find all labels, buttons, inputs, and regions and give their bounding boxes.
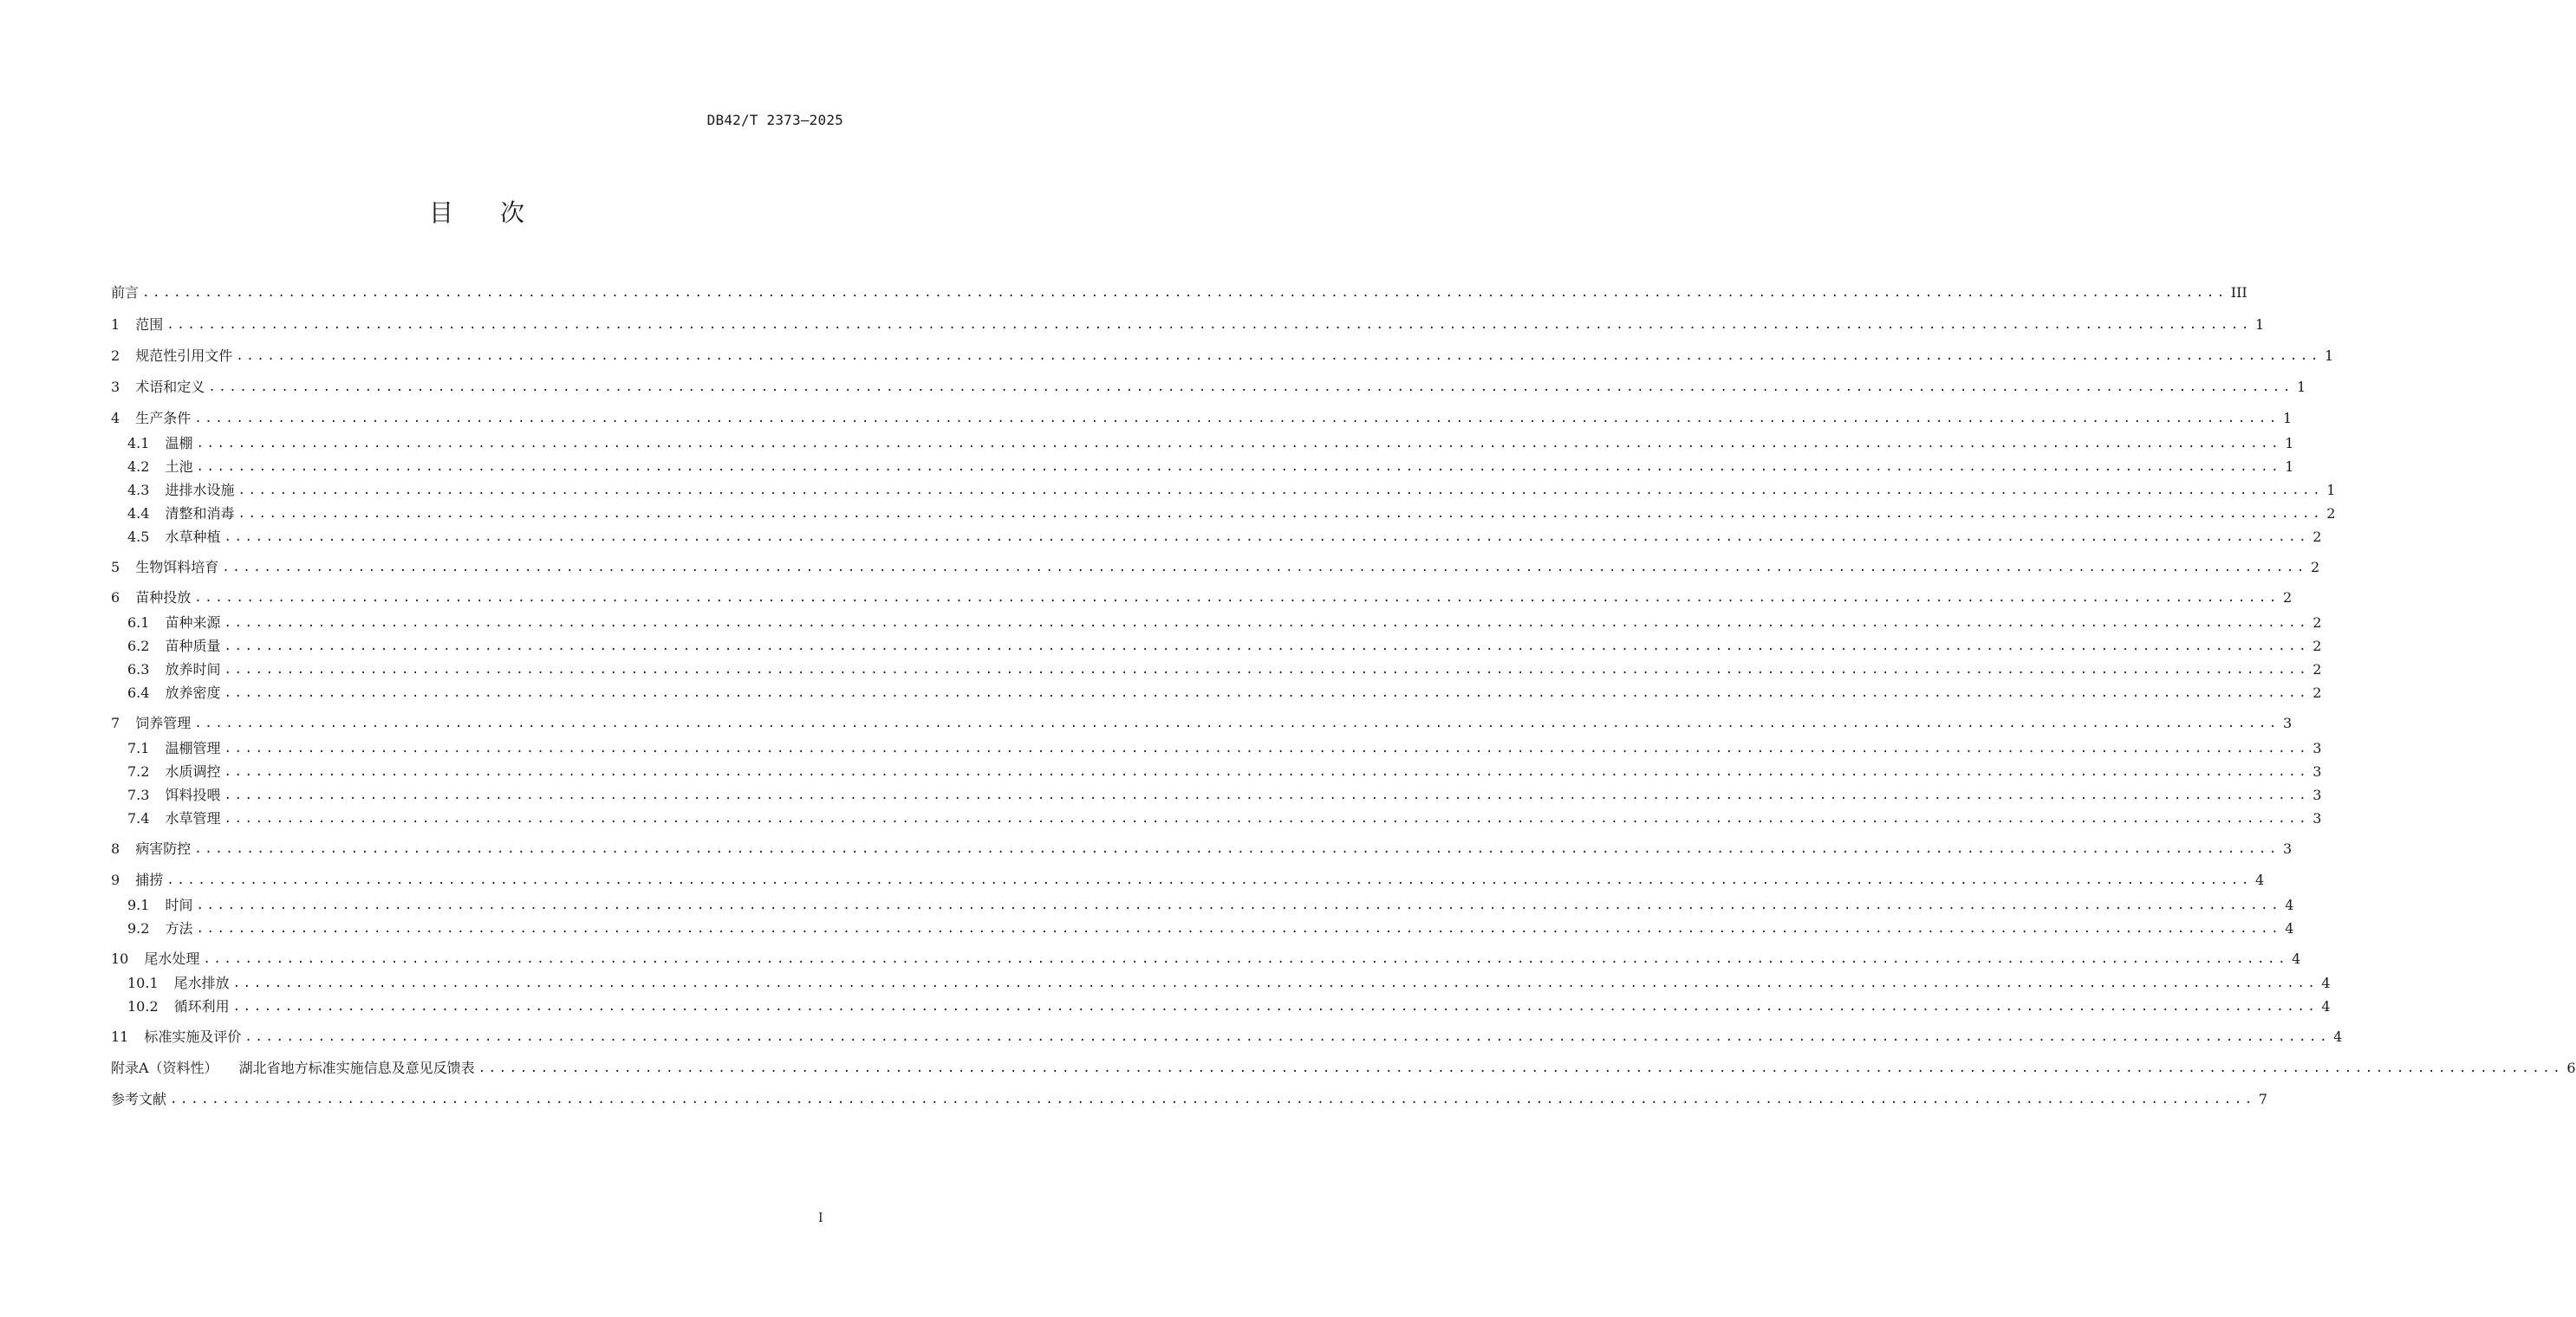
dot-leader: ........................................................................................................................................................................................................ <box>224 530 2310 544</box>
toc-entry-number: 7.2 <box>127 763 150 780</box>
toc-entry-label: 进排水设施 <box>165 482 235 498</box>
toc-entry-label: 循环利用 <box>173 998 230 1015</box>
toc-entry-number: 6.3 <box>127 661 150 678</box>
toc-entry-number: 4.3 <box>127 482 150 498</box>
toc-entry-number: 11 <box>111 1028 129 1045</box>
toc-entry[interactable] <box>127 481 2336 500</box>
toc-entry-label: 病害防控 <box>135 840 192 857</box>
toc-entry-page: 7 <box>2258 1091 2267 1107</box>
dot-leader: ........................................................................................................................................................................................................ <box>170 1093 2255 1106</box>
toc-entry-label: 生物饵料培育 <box>135 559 219 575</box>
dot-leader: ........................................................................................................................................................................................................ <box>224 812 2310 826</box>
dot-leader: ........................................................................................................................................................................................................ <box>194 842 2280 856</box>
toc-entry-number: 4.5 <box>127 529 150 545</box>
toc-title-char-1: 目 <box>428 198 453 227</box>
toc-entry-page: 1 <box>2285 435 2294 451</box>
toc-entry[interactable] <box>111 378 2306 397</box>
toc-entry-label: 捕捞 <box>135 872 164 888</box>
toc-entry-page: 2 <box>2313 638 2322 654</box>
toc-entry-number: 10.1 <box>127 975 159 991</box>
toc-entry-page: 2 <box>2313 529 2322 545</box>
dot-leader: ........................................................................................................................................................................................................ <box>478 1061 2564 1075</box>
toc-entry[interactable] <box>111 871 2265 890</box>
toc-entry-page: 1 <box>2285 458 2294 475</box>
toc-entry[interactable] <box>111 347 2334 366</box>
toc-entry[interactable] <box>127 762 2322 782</box>
toc-entry[interactable] <box>127 919 2294 938</box>
toc-entry-label: 土池 <box>165 458 193 475</box>
toc-entry-page: 4 <box>2254 872 2265 888</box>
dot-leader: ........................................................................................................................................................................................................ <box>194 717 2280 730</box>
toc-entry-number: 7.3 <box>127 787 150 803</box>
dot-leader: ........................................................................................................................................................................................................ <box>232 976 2319 990</box>
toc-entry-page: 2 <box>2282 589 2293 606</box>
toc-entry-page: 3 <box>2313 763 2322 780</box>
toc-entry-label: 参考文献 <box>111 1091 167 1107</box>
toc-entry[interactable] <box>127 997 2331 1016</box>
toc-entry[interactable] <box>111 558 2320 577</box>
toc-entry-page: 1 <box>2254 316 2265 333</box>
dot-leader: ........................................................................................................................................................................................................ <box>196 460 2282 474</box>
dot-leader: ........................................................................................................................................................................................................ <box>166 873 2252 887</box>
toc-entry-label: 范围 <box>135 316 164 333</box>
dot-leader: ........................................................................................................................................................................................................ <box>166 318 2252 332</box>
document-code: DB42/T 2373—2025 <box>706 112 843 128</box>
toc-entry-page: 2 <box>2313 684 2322 701</box>
dot-leader: ........................................................................................................................................................................................................ <box>196 437 2282 451</box>
toc-entry-label: 时间 <box>165 897 193 913</box>
dot-leader: ........................................................................................................................................................................................................ <box>222 561 2307 574</box>
toc-entry-number: 7.4 <box>127 810 150 827</box>
toc-entry-page: 3 <box>2313 787 2322 803</box>
dot-leader: ........................................................................................................................................................................................................ <box>224 663 2310 677</box>
dot-leader: ........................................................................................................................................................................................................ <box>237 483 2324 497</box>
toc-entry-page: 3 <box>2313 810 2322 827</box>
toc-entry-page: 6 <box>2566 1060 2576 1076</box>
toc-entry[interactable] <box>127 457 2294 477</box>
dot-leader: ........................................................................................................................................................................................................ <box>224 639 2310 653</box>
toc-entry[interactable] <box>111 409 2293 428</box>
toc-entry-number: 4 <box>111 410 120 426</box>
toc-entry-number: 8 <box>111 840 120 857</box>
toc-entry-number: 7.1 <box>127 740 150 756</box>
toc-entry-number: 1 <box>111 316 120 333</box>
dot-leader: ........................................................................................................................................................................................................ <box>208 380 2293 394</box>
toc-entry-label: 标准实施及评价 <box>144 1028 242 1045</box>
toc-entry[interactable] <box>111 283 2247 302</box>
toc-entry-label: 苗种来源 <box>165 614 221 631</box>
toc-entry-number: 9 <box>111 872 120 888</box>
toc-entry-page: 2 <box>2313 661 2322 678</box>
toc-entry[interactable] <box>127 809 2322 828</box>
dot-leader: ........................................................................................................................................................................................................ <box>244 1030 2331 1044</box>
toc-entry[interactable] <box>127 434 2294 453</box>
toc-entry-label: 温棚管理 <box>165 740 221 756</box>
toc-entry-number: 10.2 <box>127 998 159 1015</box>
toc-entry[interactable] <box>111 950 2301 969</box>
toc-entry-page: 1 <box>2326 482 2336 498</box>
toc-entry-label: 放养时间 <box>165 661 221 678</box>
toc-entry-number: 6 <box>111 589 120 606</box>
toc-entry-page: 4 <box>2285 897 2294 913</box>
toc-entry[interactable] <box>127 896 2294 915</box>
toc-entry-label: 饲养管理 <box>135 715 192 731</box>
toc-entry-number: 4.2 <box>127 458 150 475</box>
toc-entry-number: 附录A（资料性） <box>111 1060 218 1076</box>
toc-entry[interactable] <box>127 786 2322 805</box>
toc-entry[interactable] <box>127 637 2322 656</box>
toc-entry-number: 10 <box>111 950 129 967</box>
toc-entry-page: 1 <box>2324 347 2334 364</box>
toc-entry-page: 1 <box>2296 379 2306 395</box>
toc-entry-number: 6.2 <box>127 638 150 654</box>
toc-entry-page: III <box>2230 284 2247 301</box>
toc-entry[interactable] <box>127 974 2331 993</box>
dot-leader: ........................................................................................................................................................................................................ <box>237 507 2324 521</box>
toc-entry-label: 水质调控 <box>165 763 221 780</box>
toc-entry-label: 饵料投喂 <box>165 787 221 803</box>
toc-entry[interactable] <box>111 714 2293 733</box>
folio-page-number: I <box>818 1211 823 1225</box>
dot-leader: ........................................................................................................................................................................................................ <box>224 788 2310 802</box>
dot-leader: ........................................................................................................................................................................................................ <box>224 616 2310 630</box>
toc-entry-page: 2 <box>2310 559 2320 575</box>
toc-entry[interactable] <box>127 504 2336 523</box>
toc-entry-label: 术语和定义 <box>135 379 205 395</box>
toc-entry-label: 水草种植 <box>165 529 221 545</box>
toc-entry-number: 3 <box>111 379 120 395</box>
toc-entry-label: 清整和消毒 <box>165 505 235 522</box>
toc-entry-label: 温棚 <box>165 435 193 451</box>
toc-entry-page: 4 <box>2321 975 2331 991</box>
toc-entry-number: 9.1 <box>127 897 150 913</box>
toc-entry-number: 7 <box>111 715 120 731</box>
toc-entry-page: 4 <box>2292 950 2301 967</box>
toc-entry-label: 放养密度 <box>165 684 221 701</box>
toc-entry-page: 3 <box>2282 840 2293 857</box>
toc-entry-number: 4.4 <box>127 505 150 522</box>
toc-entry[interactable] <box>111 1090 2267 1109</box>
toc-entry-number: 6.4 <box>127 684 150 701</box>
toc-entry-label: 尾水处理 <box>144 950 200 967</box>
toc-entry[interactable] <box>111 315 2265 334</box>
dot-leader: ........................................................................................................................................................................................................ <box>196 922 2282 936</box>
toc-title <box>0 194 953 229</box>
dot-leader: ........................................................................................................................................................................................................ <box>196 899 2282 912</box>
toc-entry[interactable] <box>127 684 2322 703</box>
dot-leader: ........................................................................................................................................................................................................ <box>232 1000 2319 1014</box>
dot-leader: ........................................................................................................................................................................................................ <box>194 591 2280 605</box>
toc-entry[interactable] <box>127 739 2322 758</box>
dot-leader: ........................................................................................................................................................................................................ <box>224 742 2310 756</box>
toc-entry-label: 苗种投放 <box>135 589 192 606</box>
dot-leader: ........................................................................................................................................................................................................ <box>224 765 2310 779</box>
toc-entry-page: 1 <box>2282 410 2293 426</box>
toc-entry-number: 2 <box>111 347 120 364</box>
toc-entry-number: 9.2 <box>127 920 150 937</box>
toc-entry-label: 水草管理 <box>165 810 221 827</box>
toc-entry[interactable] <box>111 1059 2576 1078</box>
toc-entry-page: 3 <box>2282 715 2293 731</box>
toc-entry[interactable] <box>111 840 2293 859</box>
toc-entry-page: 4 <box>2333 1028 2343 1045</box>
toc-entry-label: 前言 <box>111 284 140 301</box>
toc-entry[interactable] <box>127 613 2322 633</box>
toc-entry-number: 4.1 <box>127 435 150 451</box>
toc-entry-label: 尾水排放 <box>173 975 230 991</box>
toc-entry-page: 4 <box>2321 998 2331 1015</box>
toc-entry[interactable] <box>111 1028 2343 1047</box>
toc-entry-number: 5 <box>111 559 120 575</box>
dot-leader: ........................................................................................................................................................................................................ <box>194 412 2280 425</box>
toc-title-char-2: 次 <box>500 198 525 227</box>
toc-entry-page: 2 <box>2326 505 2336 522</box>
toc-entry-page: 4 <box>2285 920 2294 937</box>
toc-entry-label: 规范性引用文件 <box>135 347 233 364</box>
toc-entry-label: 方法 <box>165 920 193 937</box>
dot-leader: ........................................................................................................................................................................................................ <box>203 952 2289 966</box>
toc-entry-page: 2 <box>2313 614 2322 631</box>
toc-entry-label: 生产条件 <box>135 410 192 426</box>
toc-entry-label: 湖北省地方标准实施信息及意见反馈表 <box>238 1060 475 1076</box>
dot-leader: ........................................................................................................................................................................................................ <box>224 686 2310 700</box>
toc-entry-number: 6.1 <box>127 614 150 631</box>
toc-entry[interactable] <box>111 588 2293 607</box>
toc-entry[interactable] <box>127 660 2322 679</box>
toc-entry-page: 3 <box>2313 740 2322 756</box>
dot-leader: ........................................................................................................................................................................................................ <box>142 286 2228 300</box>
dot-leader: ........................................................................................................................................................................................................ <box>236 349 2321 363</box>
toc-entry-label: 苗种质量 <box>165 638 221 654</box>
toc-entry[interactable] <box>127 528 2322 547</box>
